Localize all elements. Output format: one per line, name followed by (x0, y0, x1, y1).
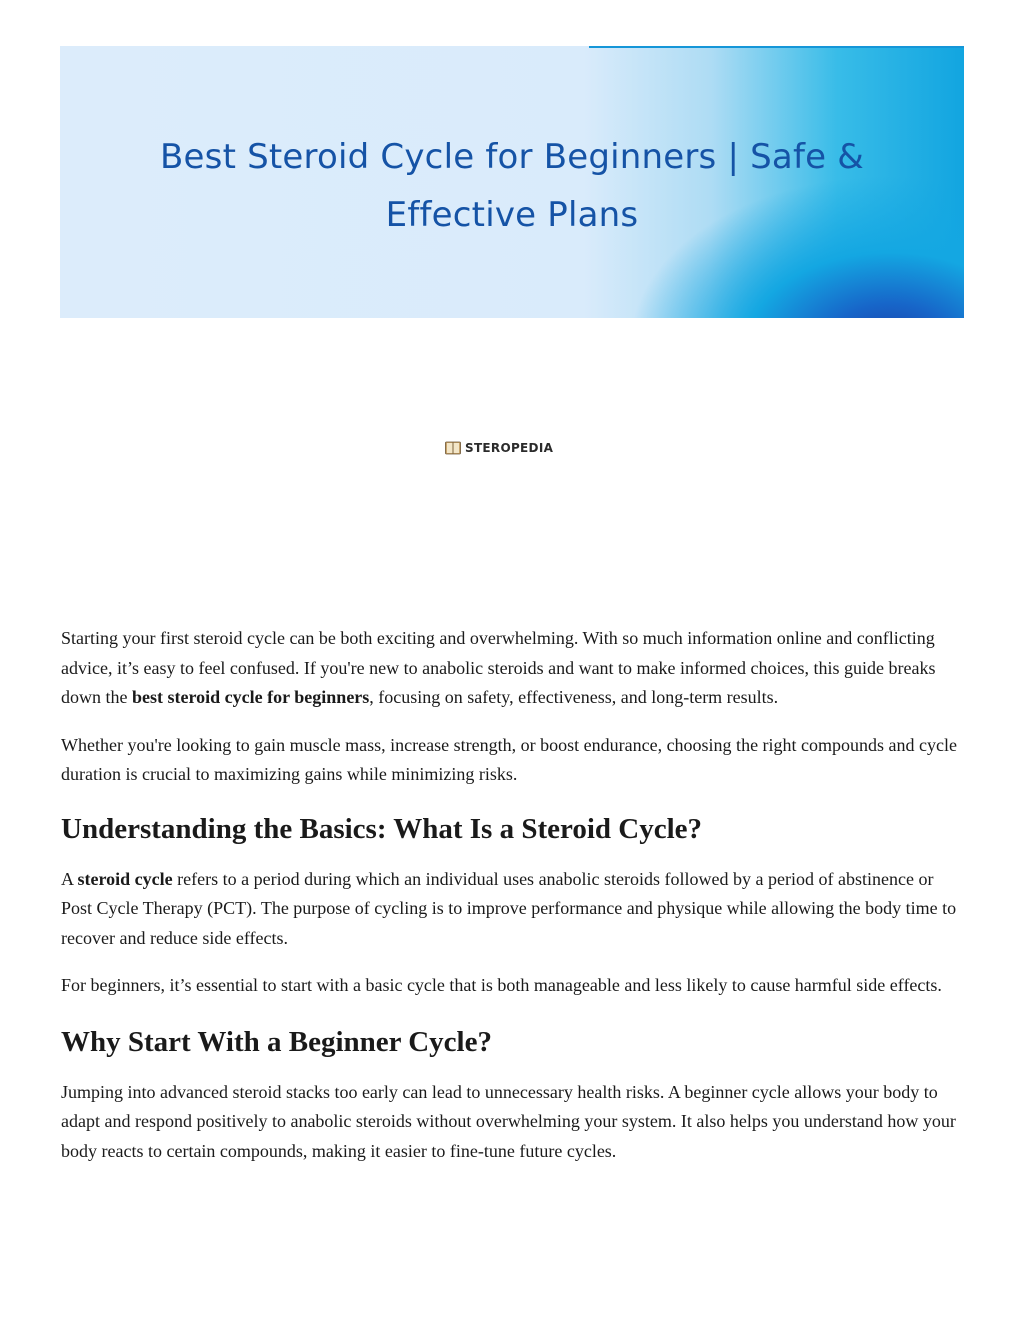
hero-top-line (589, 46, 964, 48)
intro-text-a: Starting your first steroid cycle can be both exciting and overwhelming. With so much information online and conflicting advice, it’s easy to feel confused. If you're new to anabolic steroids and want to make informed choices, this guide breaks down the (61, 628, 936, 707)
intro-paragraph (61, 624, 961, 713)
page-title-line-1: Best Steroid Cycle for Beginners | Safe & (160, 137, 864, 177)
why-beginner-paragraph: Jumping into advanced steroid stacks too early can lead to unnecessary health risks. A beginner cycle allows your body to adapt and respond positively to anabolic steroids without overwhelming your system. It also helps you understand how your body reacts to certain compounds, making it easier to fine-tune future cycles. (61, 1081, 956, 1161)
definition-text-b: refers to a period during which an individual uses anabolic steroids followed by a period of abstinence or Post Cycle Therapy (PCT). The purpose of cycling is to improve performance and physique while allowing the body time to recover and reduce side effects. (61, 868, 957, 948)
article-body (61, 624, 961, 1184)
section-heading-why-beginner: Why Start With a Beginner Cycle? (61, 1025, 492, 1058)
page-title (60, 128, 964, 244)
hero-banner (60, 46, 964, 318)
intro-text-b: , focusing on safety, effectiveness, and long-term results. (369, 687, 779, 707)
page-title-line-2: Effective Plans (385, 195, 639, 235)
section-heading-basics: Understanding the Basics: What Is a Steroid Cycle? (61, 812, 703, 845)
definition-paragraph (61, 865, 961, 954)
goals-paragraph: Whether you're looking to gain muscle mass, increase strength, or boost endurance, choosing the right compounds and cycle duration is crucial to maximizing gains while minimizing risks. (61, 734, 958, 784)
steropedia-logo (445, 440, 553, 456)
book-icon (445, 441, 461, 455)
definition-bold: steroid cycle (77, 868, 173, 889)
beginners-paragraph: For beginners, it’s essential to start with a basic cycle that is both manageable and less likely to cause harmful side effects. (61, 975, 942, 995)
definition-text-a: A (61, 868, 78, 889)
logo-text: STEROPEDIA (465, 441, 554, 455)
intro-bold: best steroid cycle for beginners (132, 687, 370, 707)
